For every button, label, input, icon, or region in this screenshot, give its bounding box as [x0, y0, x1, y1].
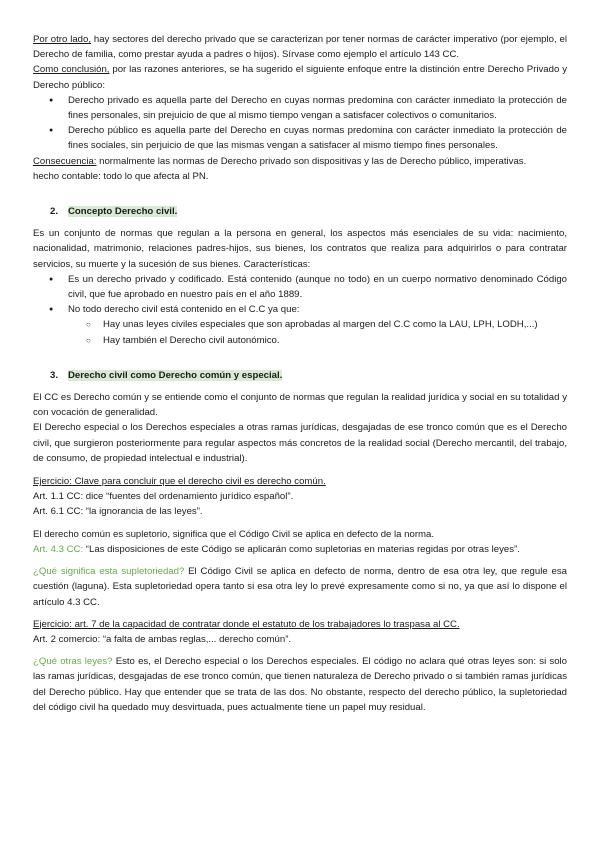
paragraph-derecho-especial: El Derecho especial o los Derechos especiales a otras ramas jurídicas, desgajadas de ese tronco común que es el Derecho civil, que surgieron posteriormente para regular aspectos más concretos de la realidad social (Derecho mercantil, del trabajo, de consumo, de propiedad intelectual e industrial). — [33, 422, 567, 464]
list-item: ● Derecho público es aquella parte del Derecho en cuyas normas predomina con carácter inmediato la protección de fines sociales, sin perjuicio de que las mismas vengan a satisfacer al mismo tiempo fines personales. — [33, 123, 567, 153]
question-1-label: ¿Qué significa esta supletoriedad? — [33, 566, 185, 578]
section-3-number: 3. — [50, 369, 59, 381]
sub-list-item: ○ Hay también el Derecho civil autonómico. — [33, 333, 567, 348]
paragraph-art-4-3 — [33, 542, 567, 557]
text-consecuencia: normalmente las normas de Derecho privado son dispositivas y las de Derecho público, imperativas. — [96, 155, 527, 167]
article-6-1: Art. 6.1 CC: “la ignorancia de las leyes”. — [33, 506, 203, 518]
list-item: ● No todo derecho civil está contenido en el C.C ya que: — [33, 302, 567, 317]
text-conclusion: por las razones anteriores, se ha sugerido el siguiente enfoque entre la distinción entre Derecho Privado y Derecho público: — [33, 64, 567, 91]
list-item: ● Derecho privado es aquella parte del Derecho en cuyas normas predomina con carácter inmediato la protección de fines personales, sin prejuicio de que al mismo tiempo vengan a satisfacer colectivos o comunitarios. — [33, 93, 567, 123]
art-4-3-label: Art. 4.3 CC: — [33, 543, 84, 555]
question-2-label: ¿Qué otras leyes? — [33, 656, 113, 668]
paragraph-cc-comun: El CC es Derecho común y se entiende como el conjunto de normas que regulan la realidad jurídica y social en su totalidad y con vocación de generalidad. — [33, 392, 567, 419]
article-2-comercio: Art. 2 comercio: “a falta de ambas reglas,... derecho común”. — [33, 633, 292, 645]
paragraph-conclusion — [33, 62, 567, 92]
section-3-heading — [33, 368, 567, 383]
exercise-2-title — [33, 617, 567, 632]
section-2-title: Concepto Derecho civil. — [68, 206, 178, 218]
section-2-number: 2. — [50, 206, 59, 218]
paragraph-hecho-contable: hecho contable: todo lo que afecta al PN. — [33, 170, 209, 182]
exercise-1-title — [33, 474, 567, 489]
paragraph-section-2-intro: Es un conjunto de normas que regulan a la persona en general, los aspectos más esenciales de su vida: nacimiento, nacionalidad, matrimonio, relaciones padres-hijos, sus bienes, los contratos que realiza para adquirirlos o para contratar servicios, su muerte y la sucesión de sus bienes. Características: — [33, 228, 567, 270]
text-otro-lado: hay sectores del derecho privado que se caracterizan por tener normas de carácter imperativo (por ejemplo, el Derecho de familia, como prestar ayuda a padres o hijos). Sírvase como ejemplo el artículo 143 CC. — [33, 34, 567, 61]
paragraph-question-supletoriedad — [33, 564, 567, 610]
question-2-text: Esto es, el Derecho especial o los Derechos especiales. El código no aclara qué otras leyes son: si solo las ramas jurídicas, desgajadas de ese tronco común, que tienen naturaleza de Derecho privado o si también ramas jurídicas del Derecho público. Hay que entender que se trata de las dos. No obstante, respecto del derecho público, la supletoriedad del código civil ha quedado muy desvirtuada, pues actualmente tiene un papel muy residual. — [33, 656, 568, 713]
exercise-2-title-text: Ejercicio: art. 7 de la capacidad de contratar donde el estatuto de los trabajadores lo traspasa al CC. — [33, 618, 460, 630]
paragraph-supletorio: El derecho común es supletorio, significa que el Código Civil se aplica en defecto de la norma. — [33, 528, 435, 540]
exercise-1-title-text: Ejercicio: Clave para concluir que el derecho civil es derecho común. — [33, 476, 326, 488]
lead-consecuencia: Consecuencia: — [33, 155, 97, 167]
bullet-list-definitions — [33, 93, 567, 154]
document-page — [33, 32, 567, 715]
section-3-title: Derecho civil como Derecho común y especial. — [68, 369, 283, 381]
sub-list-item: ○ Hay unas leyes civiles especiales que son aprobadas al margen del C.C como la LAU, LPH, LODH,...) — [33, 317, 567, 332]
lead-otro-lado: Por otro lado, — [33, 34, 92, 45]
paragraph-question-otras-leyes — [33, 654, 567, 715]
sub-list — [33, 317, 567, 347]
lead-conclusion: Como conclusión, — [33, 64, 110, 76]
paragraph-otro-lado — [33, 32, 567, 62]
question-1-text: El Código Civil se aplica en defecto de norma, dentro de esa otra ley, que regule esa cuestión (laguna). Esta supletoriedad opera tanto si esa otra ley lo prevé expresamente como si no, ya que así lo dispone el artículo 4.3 CC. — [33, 566, 567, 608]
art-4-3-text: “Las disposiciones de este Código se aplicarán como supletorias en materias regidas por otras leyes”. — [83, 543, 520, 555]
paragraph-consecuencia — [33, 154, 567, 169]
list-item: ● Es un derecho privado y codificado. Está contenido (aunque no todo) en un cuerpo normativo denominado Código civil, que fue aprobado en nuestro país en el año 1889. — [33, 272, 567, 302]
bullet-list-characteristics — [33, 272, 567, 318]
section-2-heading — [33, 204, 567, 219]
article-1-1: Art. 1.1 CC: dice “fuentes del ordenamiento jurídico español”. — [33, 491, 294, 503]
